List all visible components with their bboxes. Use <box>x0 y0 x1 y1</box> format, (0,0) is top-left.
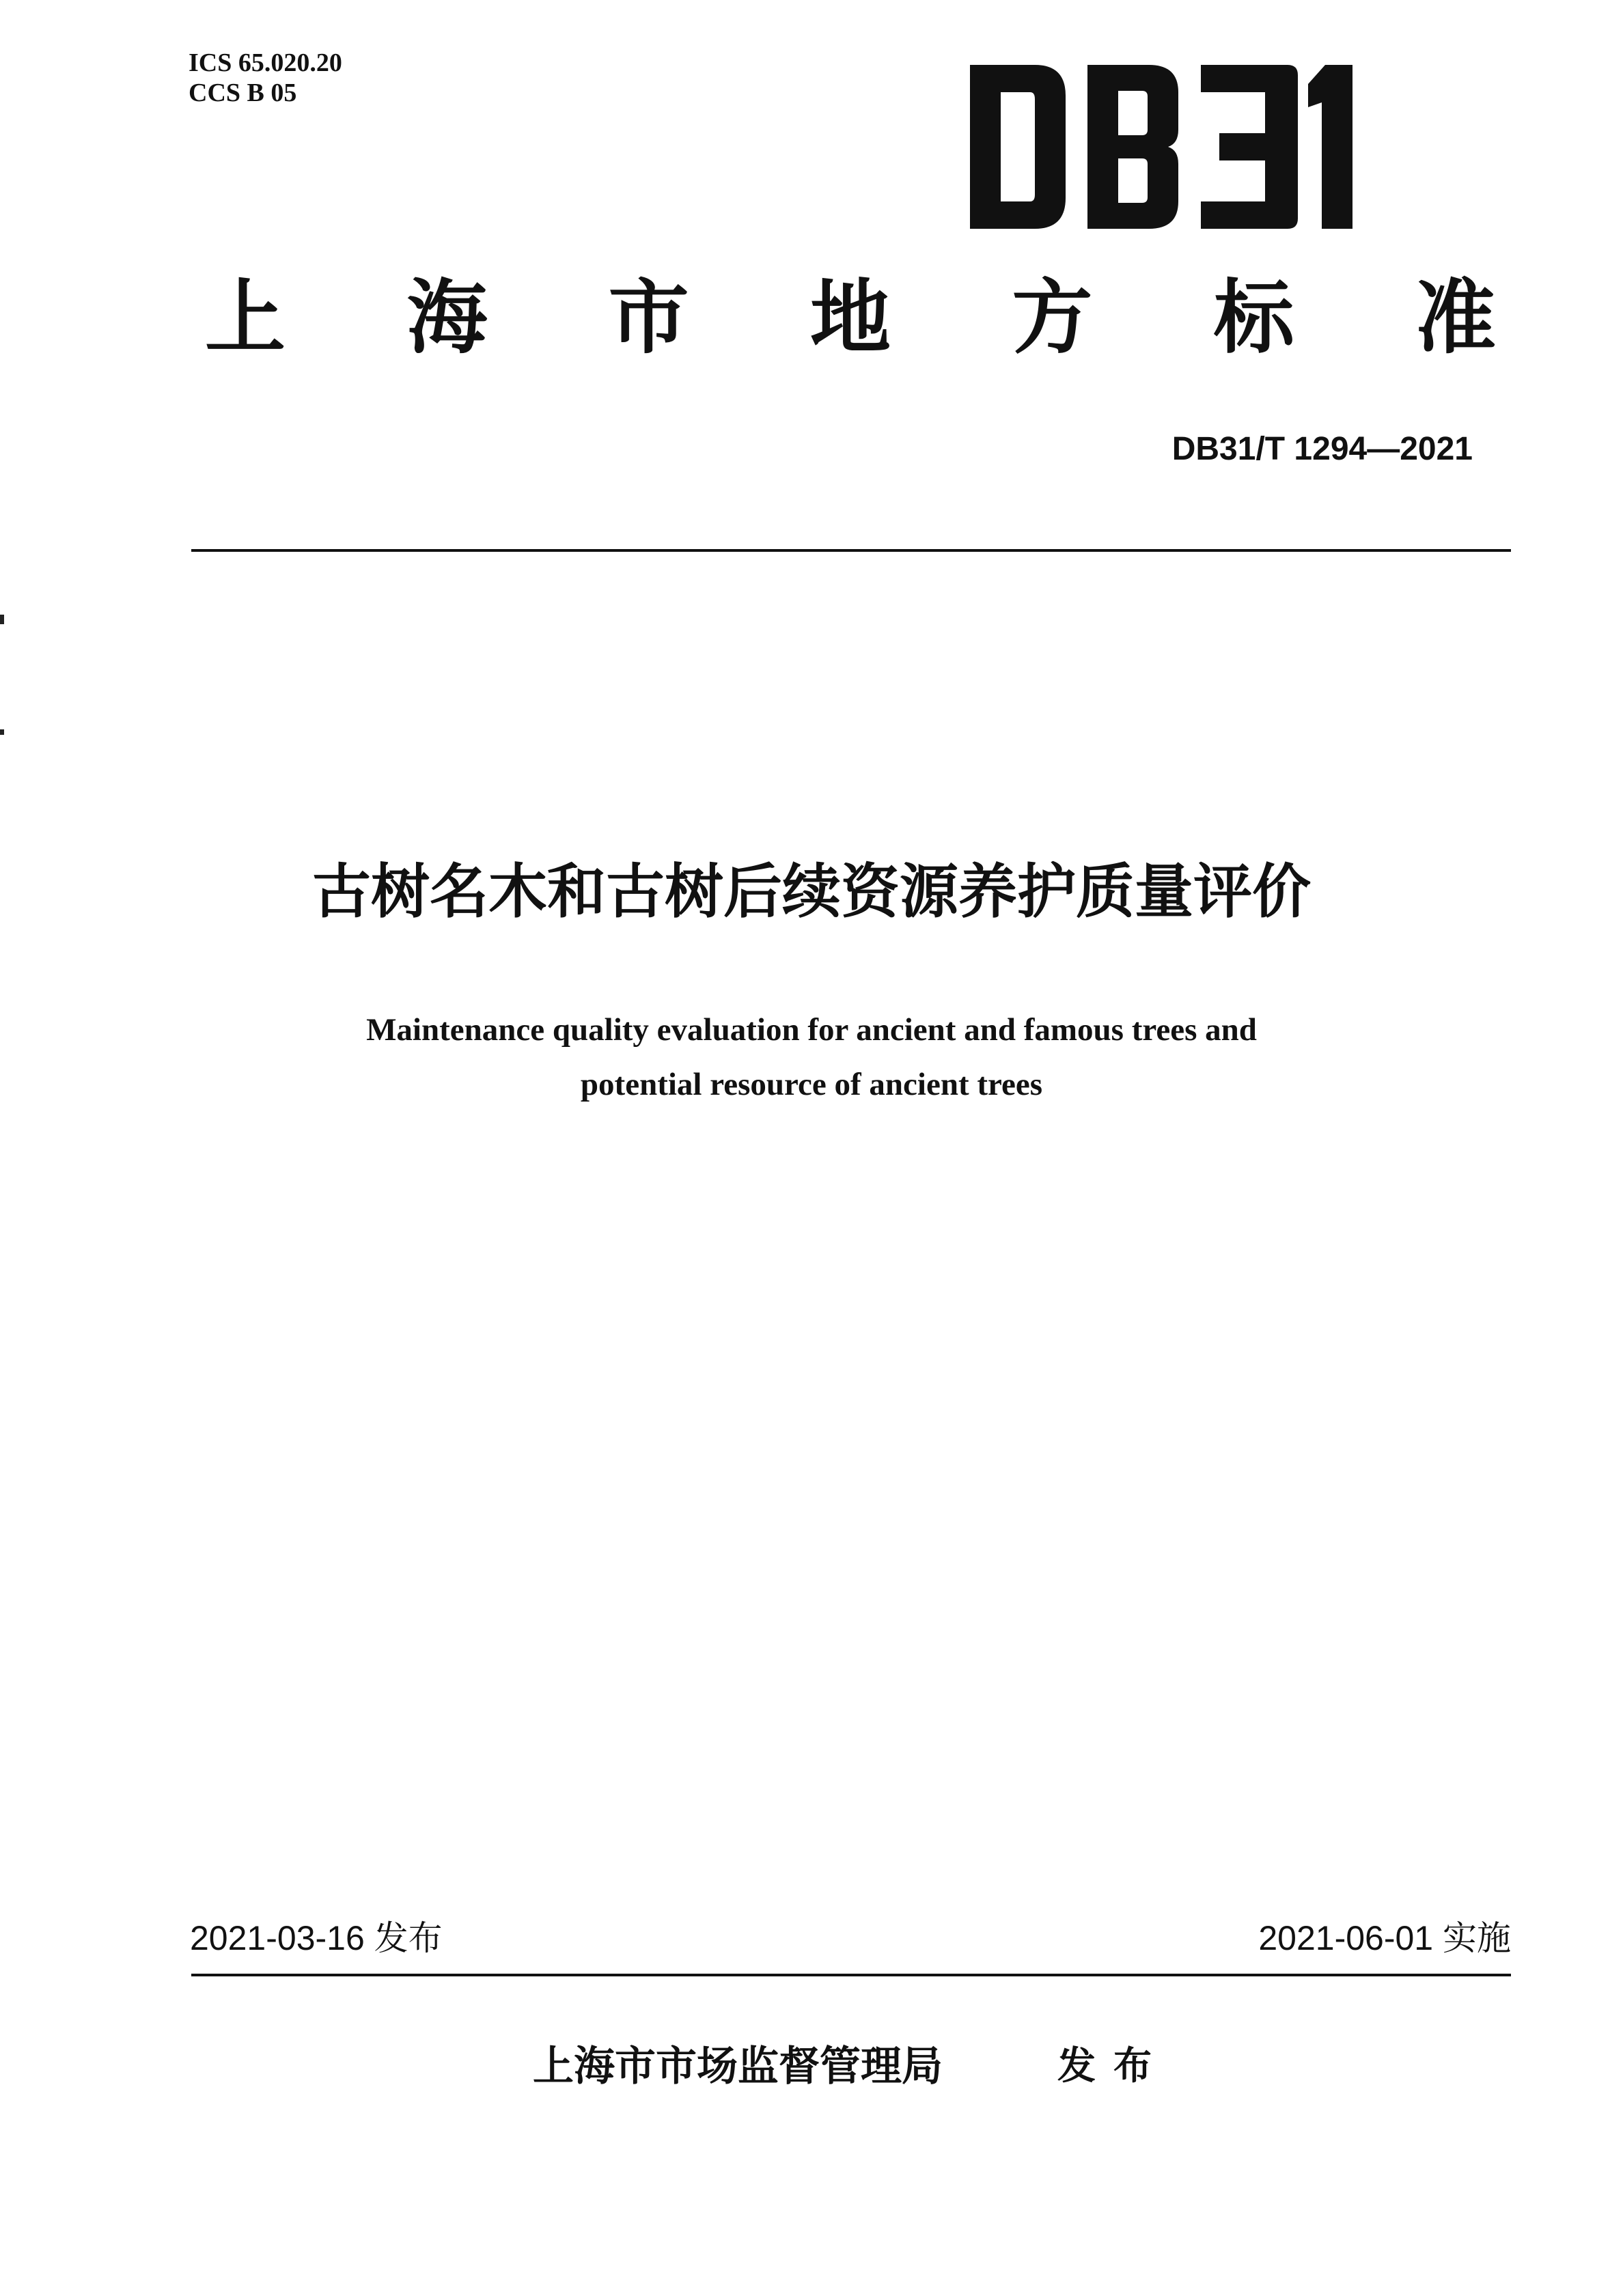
standard-number: DB31/T 1294—2021 <box>1171 431 1473 467</box>
ics-code: ICS 65.020.20 <box>189 48 342 77</box>
header-char: 方 <box>1012 270 1093 365</box>
scan-mark <box>0 615 4 624</box>
english-title <box>137 1003 1486 1112</box>
header-char: 上 <box>205 270 286 365</box>
issuing-authority: 上海市市场监督管理局 <box>533 2043 943 2090</box>
english-title-line-2: potential resource of ancient trees <box>580 1067 1043 1102</box>
db31-logo <box>970 65 1421 229</box>
scan-mark <box>0 729 4 735</box>
standard-category-title <box>205 270 1496 365</box>
ccs-code: CCS B 05 <box>189 79 297 107</box>
header-char: 市 <box>608 270 689 365</box>
classification-codes <box>189 48 342 108</box>
issue-date: 2021-03-16 发布 <box>190 1919 443 1957</box>
top-divider <box>191 549 1511 552</box>
english-title-line-1: Maintenance quality evaluation for ancient and famous trees and <box>366 1012 1257 1048</box>
issue-action: 发布 <box>1057 2044 1169 2088</box>
implementation-date: 2021-06-01 实施 <box>1258 1919 1511 1957</box>
header-char: 海 <box>406 270 488 365</box>
header-char: 标 <box>1213 270 1294 365</box>
header-char: 地 <box>809 270 891 365</box>
bottom-divider <box>191 1974 1511 1976</box>
chinese-title: 古树名木和古树后续资源养护质量评价 <box>312 858 1311 926</box>
db31-logo-graphic <box>970 65 1421 229</box>
header-char: 准 <box>1415 270 1496 365</box>
